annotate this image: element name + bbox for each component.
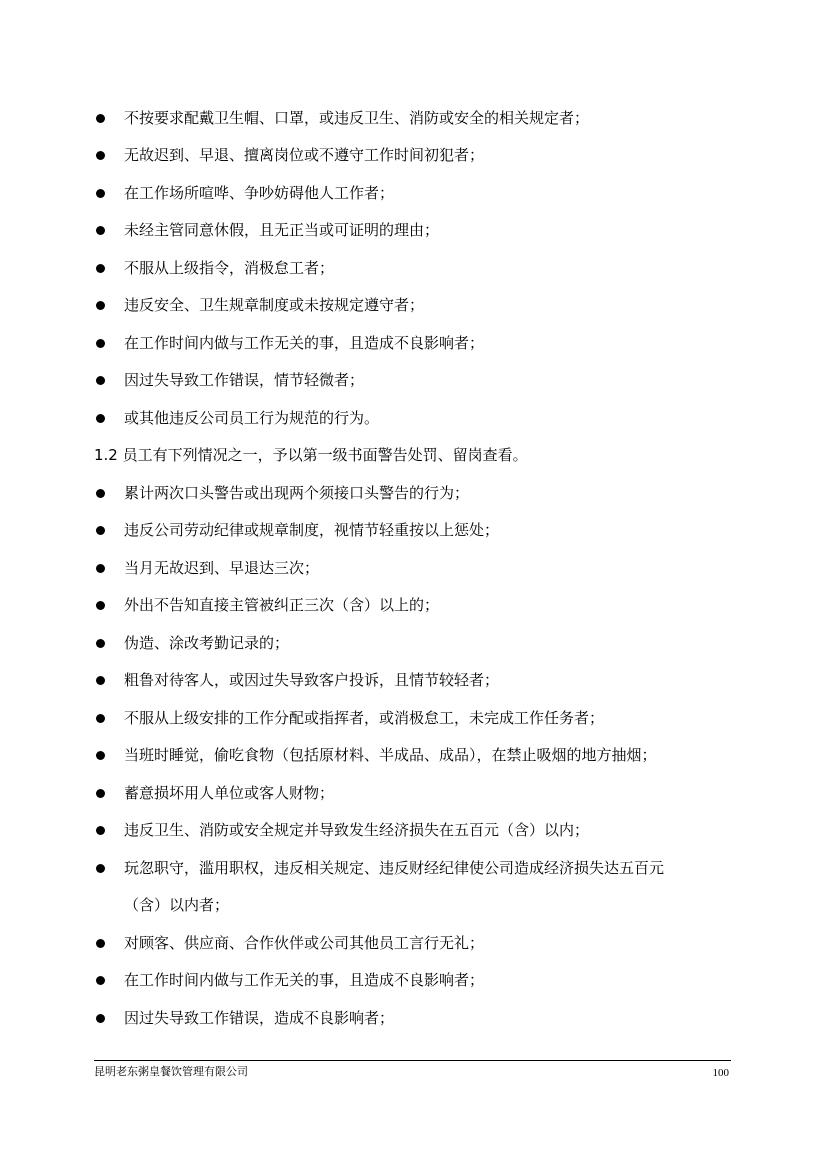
list-item <box>94 550 734 588</box>
bullet-icon <box>96 489 105 498</box>
bullet-icon <box>96 864 105 873</box>
list-item-text: 在工作时间内做与工作无关的事，且造成不良影响者； <box>124 971 485 989</box>
bullet-icon <box>96 789 105 798</box>
footer-company-name: 昆明老东粥皇餐饮管理有限公司 <box>94 1065 248 1078</box>
bullet-icon <box>96 714 105 723</box>
list-item <box>94 287 734 325</box>
list-item-text: 粗鲁对待客人，或因过失导致客户投诉，且情节较轻者； <box>124 671 500 689</box>
list-item <box>94 700 734 738</box>
list-item <box>94 475 734 513</box>
list-item <box>94 587 734 625</box>
bullet-icon <box>96 826 105 835</box>
bullet-icon <box>96 976 105 985</box>
list-item-text: 无故迟到、早退、擅离岗位或不遵守工作时间初犯者； <box>124 146 485 164</box>
bullet-icon <box>96 526 105 535</box>
list-item-text: 违反公司劳动纪律或规章制度，视情节轻重按以上惩处； <box>124 521 500 539</box>
list-item-text: 不按要求配戴卫生帽、口罩，或违反卫生、消防或安全的相关规定者； <box>124 108 590 127</box>
list-item-text: 累计两次口头警告或出现两个须接口头警告的行为； <box>124 483 470 502</box>
bullet-icon <box>96 114 105 123</box>
bullet-icon <box>96 339 105 348</box>
bullet-icon <box>96 301 105 310</box>
list-item-text: 伪造、涂改考勤记录的； <box>124 633 290 652</box>
list-item-text: 因过失导致工作错误，情节轻微者； <box>124 371 365 389</box>
list-item-text-line-2: （含）以内者； <box>124 896 230 914</box>
footer-divider <box>94 1060 731 1061</box>
bullet-icon <box>96 151 105 160</box>
bullet-icon <box>96 601 105 610</box>
list-item-continuation <box>94 887 734 925</box>
list-item <box>94 362 734 400</box>
bullet-icon <box>96 939 105 948</box>
bullet-icon <box>96 264 105 273</box>
list-item-text: 蓄意损坏用人单位或客人财物； <box>124 783 335 802</box>
list-item <box>94 962 734 1000</box>
list-item <box>94 400 734 438</box>
list-item-text: 或其他违反公司员工行为规范的行为。 <box>124 408 380 427</box>
list-item <box>94 812 734 850</box>
list-item-text-line-1: 玩忽职守，滥用职权，违反相关规定、违反财经纪律使公司造成经济损失达五百元 <box>124 858 665 877</box>
list-item <box>94 737 734 775</box>
bullet-icon <box>96 751 105 760</box>
list-item <box>94 175 734 213</box>
list-item <box>94 662 734 700</box>
list-item-text: 因过失导致工作错误，造成不良影响者； <box>124 1008 395 1027</box>
list-item-text: 不服从上级指令，消极怠工者； <box>124 258 335 277</box>
bullet-icon <box>96 189 105 198</box>
list-item <box>94 512 734 550</box>
list-item <box>94 137 734 175</box>
list-item <box>94 1000 734 1038</box>
bullet-icon <box>96 564 105 573</box>
list-item-text: 在工作场所喧哗、争吵妨碍他人工作者； <box>124 183 395 202</box>
list-item <box>94 775 734 813</box>
list-item-text: 当班时睡觉，偷吃食物（包括原材料、半成品、成品），在禁止吸烟的地方抽烟； <box>124 746 657 764</box>
list-item <box>94 250 734 288</box>
list-item-text: 外出不告知直接主管被纠正三次（含）以上的； <box>124 596 440 614</box>
list-item <box>94 625 734 663</box>
list-item-text: 当月无故迟到、早退达三次； <box>124 558 320 577</box>
list-item-text: 在工作时间内做与工作无关的事，且造成不良影响者； <box>124 333 485 352</box>
list-item <box>94 325 734 363</box>
list-item-text: 不服从上级安排的工作分配或指挥者，或消极怠工，未完成工作任务者； <box>124 708 605 727</box>
bullet-icon <box>96 639 105 648</box>
list-item-text: 对顾客、供应商、合作伙伴或公司其他员工言行无礼； <box>124 933 485 952</box>
bullet-icon <box>96 676 105 685</box>
list-item-text: 未经主管同意休假，且无正当或可证明的理由； <box>124 221 440 239</box>
footer-page-number: 100 <box>712 1067 729 1079</box>
bullet-icon <box>96 226 105 235</box>
list-item-text: 违反卫生、消防或安全规定并导致发生经济损失在五百元（含）以内； <box>124 821 590 839</box>
bullet-icon <box>96 376 105 385</box>
list-item-text: 违反安全、卫生规章制度或未按规定遵守者； <box>124 296 425 314</box>
list-item <box>94 212 734 250</box>
bullet-icon <box>96 1014 105 1023</box>
list-item <box>94 850 734 888</box>
list-item <box>94 100 734 138</box>
list-item <box>94 925 734 963</box>
bullet-icon <box>96 414 105 423</box>
section-heading: 1.2 员工有下列情况之一，予以第一级书面警告处罚、留岗查看。 <box>94 446 528 464</box>
